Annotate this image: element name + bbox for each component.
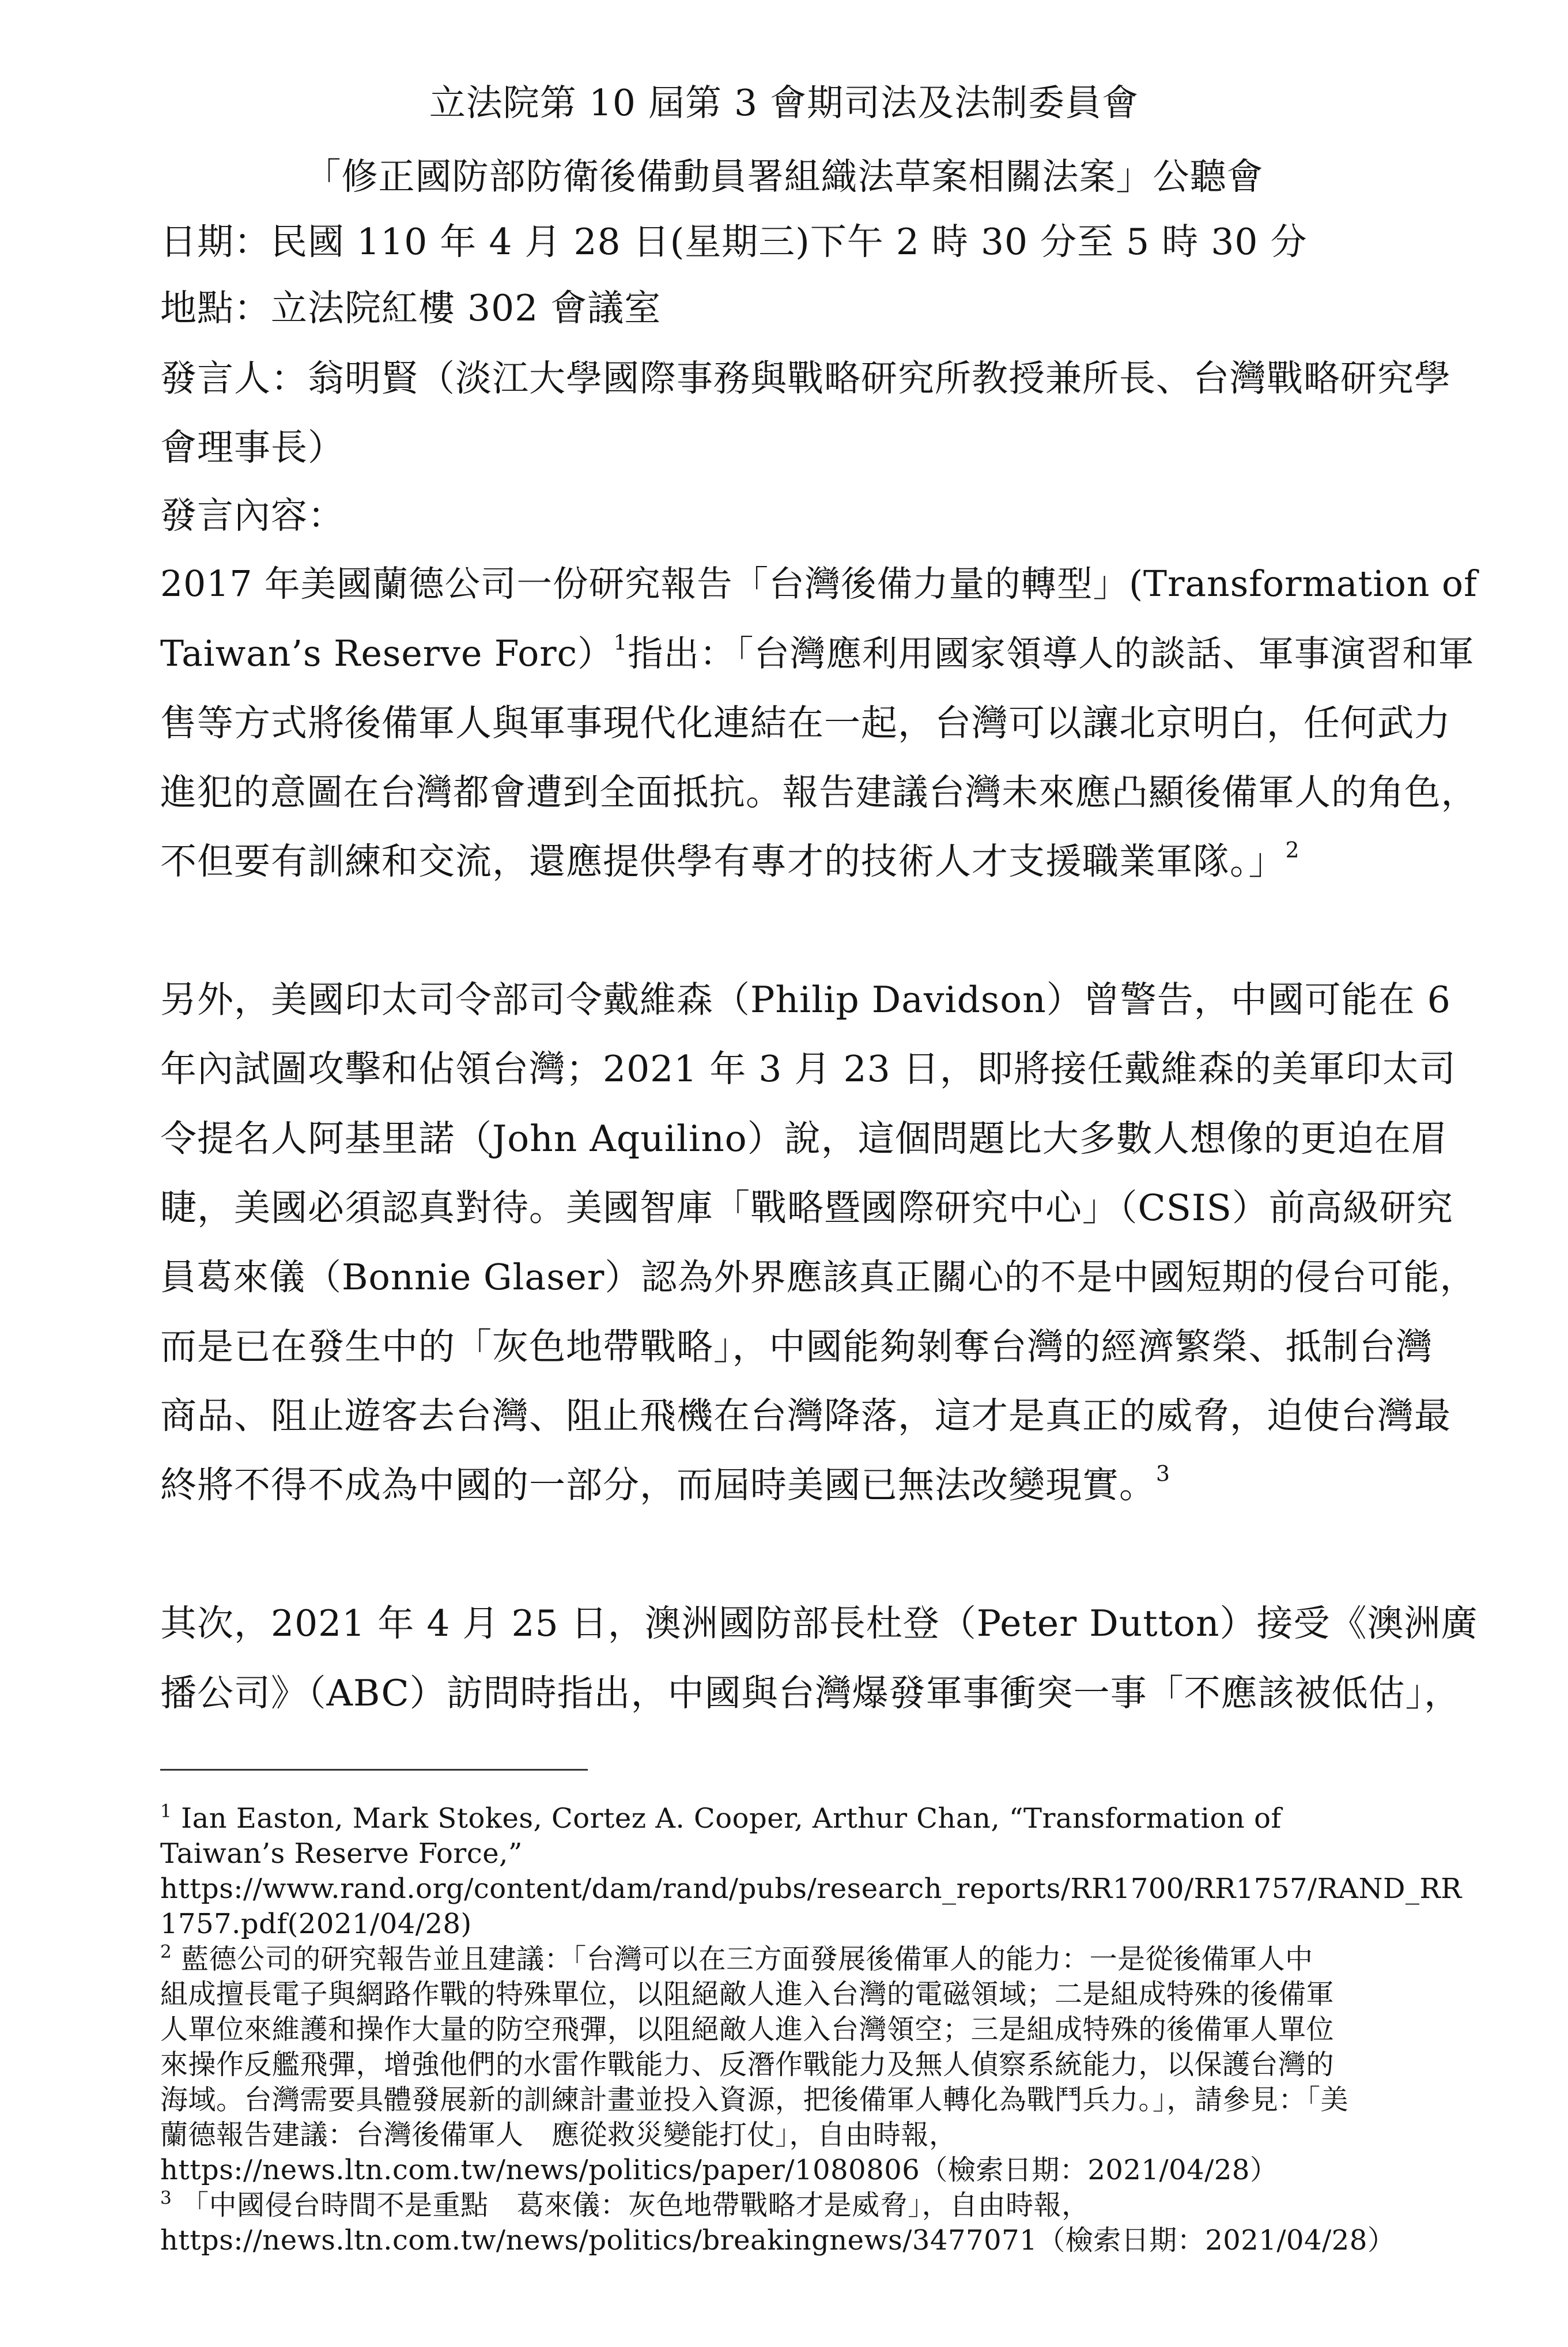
- para1-line-4: 進犯的意圖在台灣都會遭到全面抵抗。報告建議台灣未來應凸顯後備軍人的角色，: [160, 771, 1478, 813]
- para1-line-2: Taiwan’s Reserve Forc）$^1$指出：「台灣應利用國家領導人的談話、軍事演習和軍: [160, 630, 1475, 674]
- footnote-3-line-1: $^3$ 「中國侵台時間不是重點 葛來儀：灰色地帶戰略才是威脅」，自由時報，: [160, 2187, 1090, 2221]
- committee-title: 立法院第 10 屆第 3 會期司法及法制委員會: [429, 82, 1139, 124]
- footnote-1-number: 1: [160, 1801, 172, 1822]
- footnote-ref-1: 1: [613, 630, 628, 655]
- speaker-line-1: 發言人：翁明賢（淡江大學國際事務與戰略研究所教授兼所長、台灣戰略研究學: [160, 357, 1451, 399]
- footnote-2-line-3: 人單位來維護和操作大量的防空飛彈，以阻絕敵人進入台灣領空；三是組成特殊的後備軍人單位: [160, 2013, 1335, 2046]
- para1-line-5: 不但要有訓練和交流，還應提供學有專才的技術人才支援職業軍隊。」$^2$: [160, 837, 1300, 882]
- footnote-2-line-1: $^2$ 藍德公司的研究報告並且建議：「台灣可以在三方面發展後備軍人的能力：一是從後備軍人中: [160, 1941, 1313, 1975]
- footnote-2-line-7: https://news.ltn.com.tw/news/politics/paper/1080806（檢索日期：2021/04/28）: [160, 2154, 1278, 2186]
- footnote-separator: [160, 1769, 588, 1771]
- para2-line-5: 員葛來儀（Bonnie Glaser）認為外界應該真正關心的不是中國短期的侵台可能，: [160, 1256, 1476, 1298]
- para2-line-3: 令提名人阿基里諾（John Aquilino）說，這個問題比大多數人想像的更迫在眉: [160, 1118, 1448, 1160]
- footnote-1-line-1: $^1$ Ian Easton, Mark Stokes, Cortez A. Cooper, Arthur Chan, “Transformation of: [160, 1801, 1282, 1835]
- footnote-2-number: 2: [160, 1941, 172, 1963]
- footnote-ref-3: 3: [1156, 1461, 1171, 1486]
- footnote-2-line-5: 海域。台灣需要具體發展新的訓練計畫並投入資源，把後備軍人轉化為戰鬥兵力。」，請參見：「美: [160, 2084, 1349, 2116]
- para2-line-8: 終將不得不成為中國的一部分，而屆時美國已無法改變現實。$^3$: [160, 1461, 1171, 1506]
- speaker-line-2: 會理事長）: [160, 427, 345, 469]
- footnote-1-line-2: Taiwan’s Reserve Force,”: [160, 1837, 523, 1870]
- footnote-2-line-4: 來操作反艦飛彈，增強他們的水雷作戰能力、反潛作戰能力及無人偵察系統能力，以保護台灣的: [160, 2048, 1335, 2081]
- meeting-location: 地點：立法院紅樓 302 會議室: [160, 287, 662, 329]
- para2-line-4: 睫，美國必須認真對待。美國智庫「戰略暨國際研究中心」（CSIS）前高級研究: [160, 1187, 1453, 1229]
- footnote-1-line-4: 1757.pdf(2021/04/28): [160, 1908, 472, 1940]
- para2-line-7: 商品、阻止遊客去台灣、阻止飛機在台灣降落，這才是真正的威脅，迫使台灣最: [160, 1395, 1451, 1437]
- para1-line-3: 售等方式將後備軍人與軍事現代化連結在一起，台灣可以讓北京明白，任何武力: [160, 702, 1451, 744]
- footnote-1-line-3: https://www.rand.org/content/dam/rand/pubs/research_reports/RR1700/RR1757/RAND_RR: [160, 1873, 1462, 1905]
- para2-line-1: 另外，美國印太司令部司令戴維森（Philip Davidson）曾警告，中國可能在 6: [160, 979, 1451, 1021]
- footnote-3-number: 3: [160, 2187, 172, 2209]
- para3-line-2: 播公司》（ABC）訪問時指出，中國與台灣爆發軍事衝突一事「不應該被低估」，: [160, 1672, 1461, 1714]
- footnote-2-line-2: 組成擅長電子與網路作戰的特殊單位，以阻絕敵人進入台灣的電磁領域；二是組成特殊的後備軍: [160, 1978, 1335, 2010]
- footnote-2-line-6: 蘭德報告建議：台灣後備軍人 應從救災變能打仗」，自由時報，: [160, 2119, 957, 2151]
- para2-line-6: 而是已在發生中的「灰色地帶戰略」，中國能夠剝奪台灣的經濟繁榮、抵制台灣: [160, 1326, 1433, 1368]
- para1-line-1: 2017 年美國蘭德公司一份研究報告「台灣後備力量的轉型」(Transformation of: [160, 563, 1478, 605]
- content-label: 發言內容：: [160, 495, 345, 537]
- hearing-title: 「修正國防部防衛後備動員署組織法草案相關法案」公聽會: [304, 156, 1264, 198]
- footnote-ref-2: 2: [1285, 837, 1300, 863]
- meeting-date: 日期：民國 110 年 4 月 28 日(星期三)下午 2 時 30 分至 5 時 30 分: [160, 221, 1308, 263]
- para3-line-1: 其次，2021 年 4 月 25 日，澳洲國防部長杜登（Peter Dutton）接受《澳洲廣: [160, 1602, 1478, 1644]
- para2-line-2: 年內試圖攻擊和佔領台灣；2021 年 3 月 23 日，即將接任戴維森的美軍印太司: [160, 1048, 1456, 1090]
- footnote-3-line-2: https://news.ltn.com.tw/news/politics/breakingnews/3477071（檢索日期：2021/04/28）: [160, 2224, 1396, 2257]
